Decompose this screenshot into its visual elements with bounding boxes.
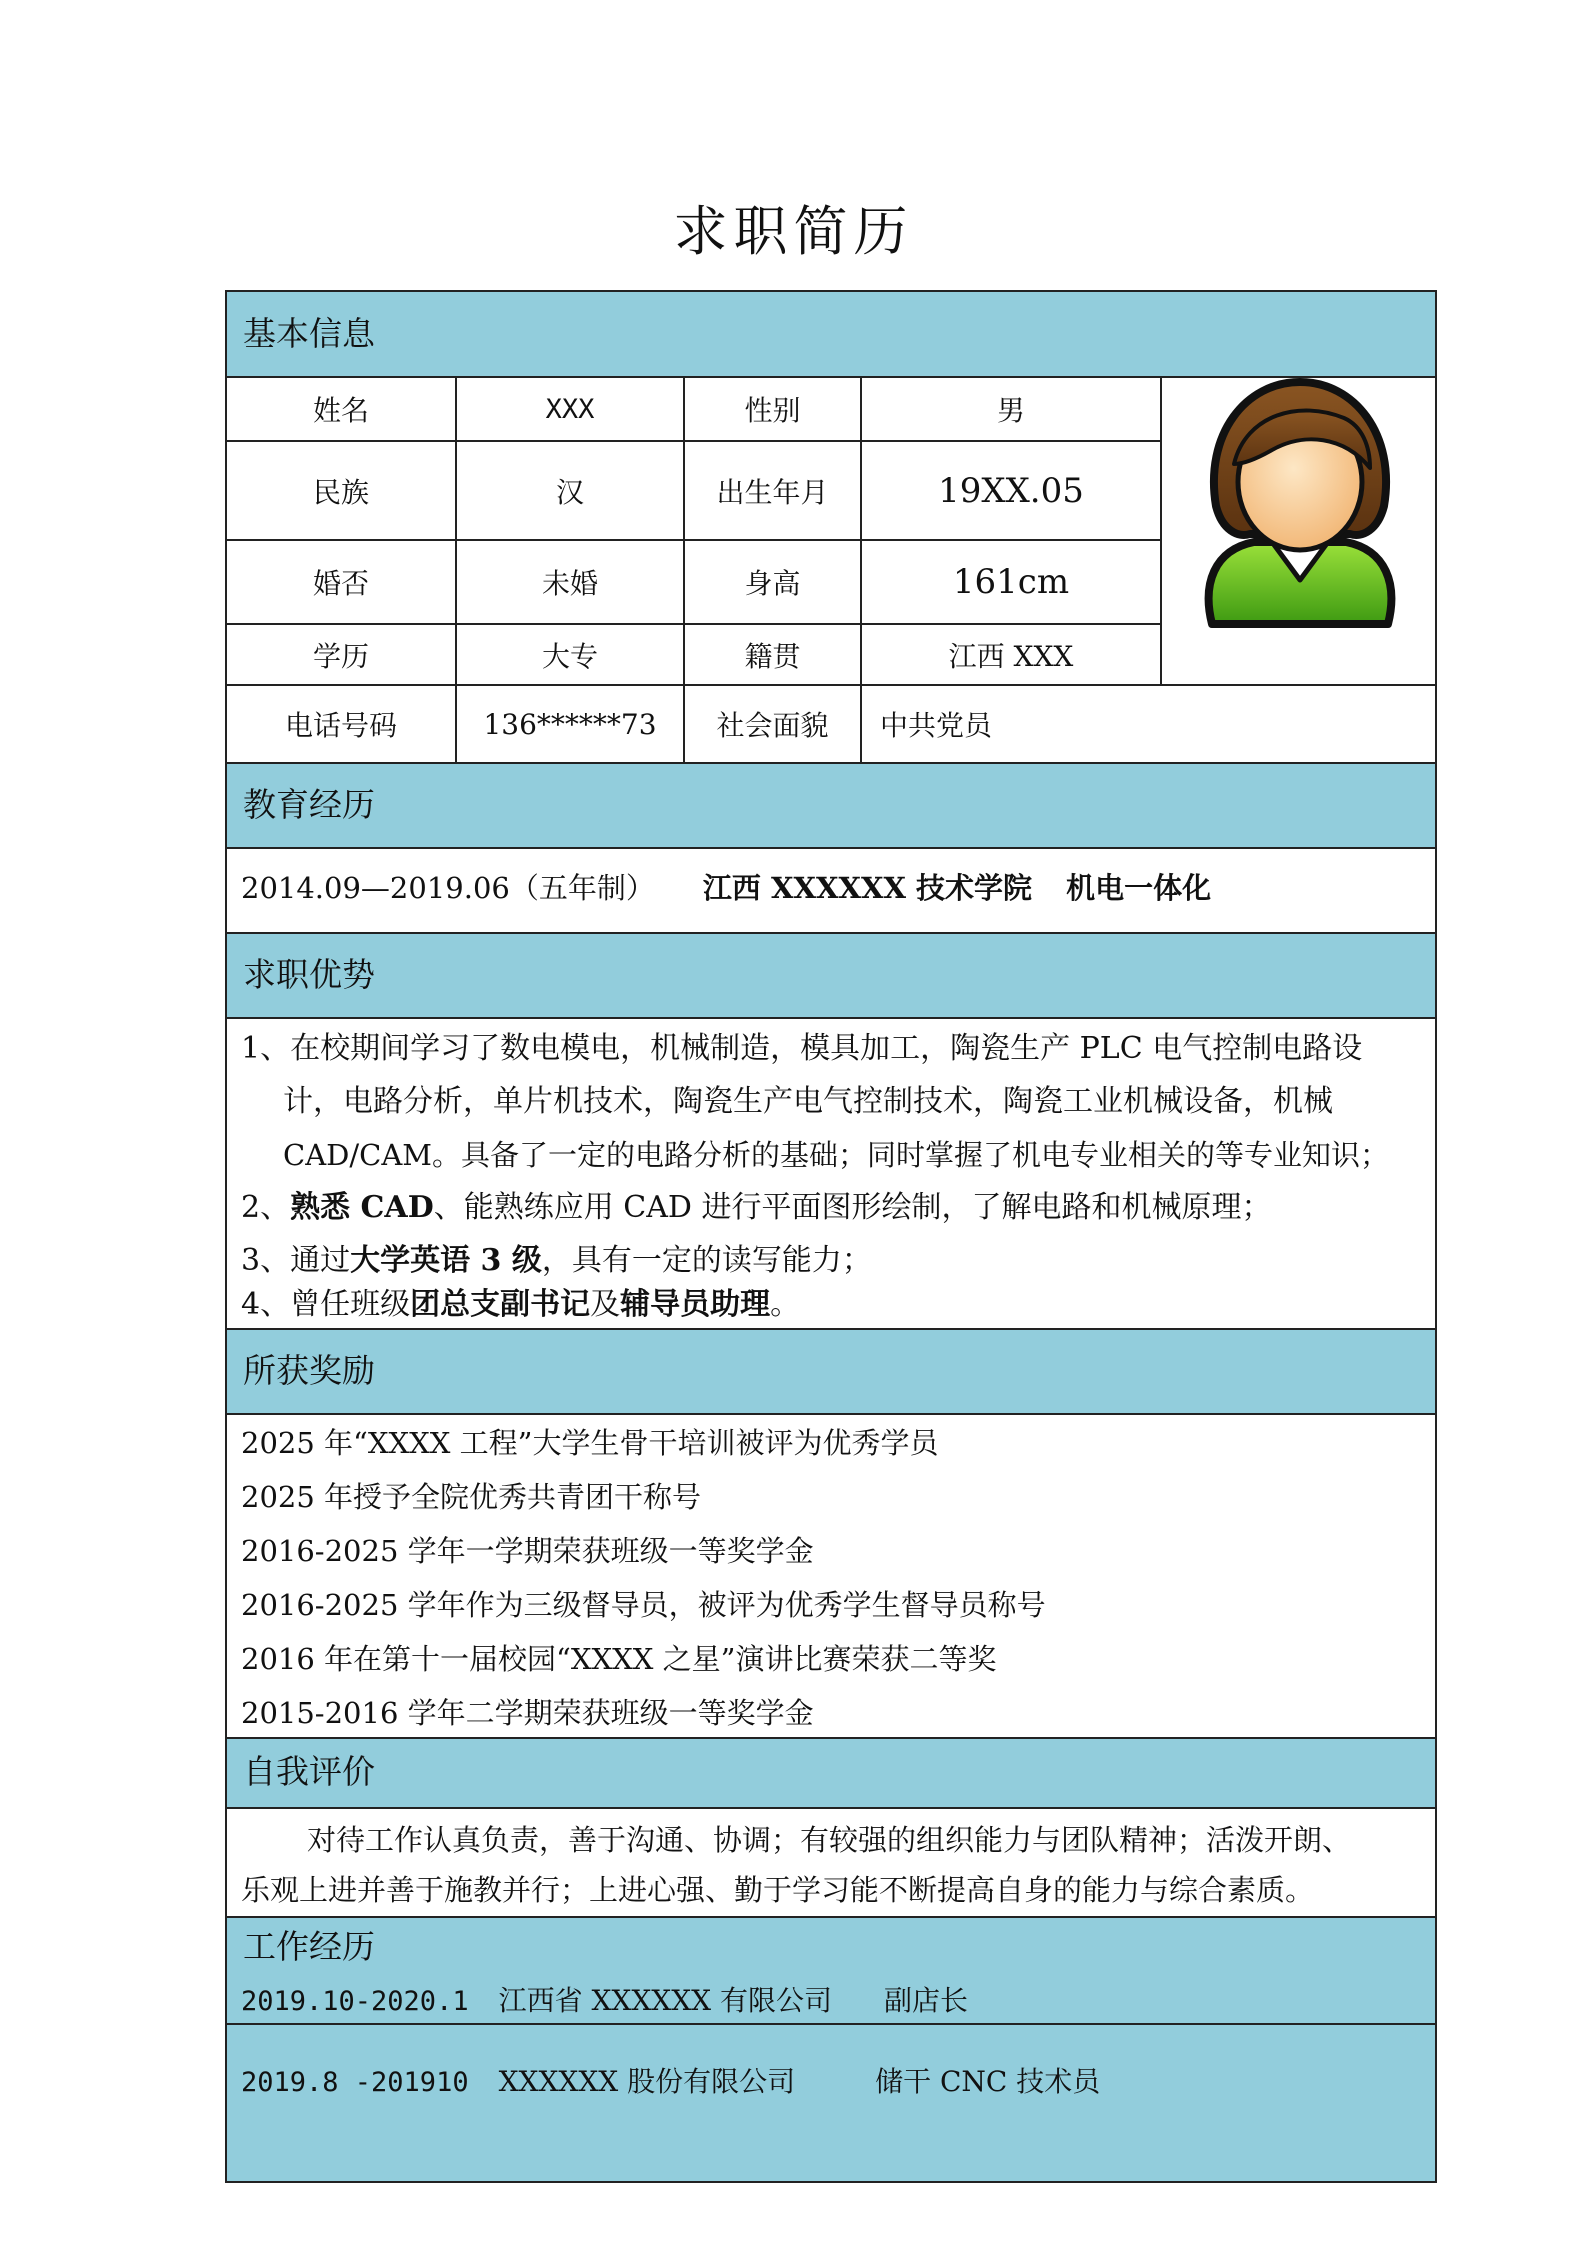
edu-level-value: 大专 xyxy=(541,639,598,673)
work-entry xyxy=(241,1981,968,2021)
strength-item-3-bold: 大学英语 3 级 xyxy=(350,1243,542,1278)
avatar-icon xyxy=(1194,374,1406,630)
award-item: 2016-2025 学年作为三级督导员，被评为优秀学生督导员称号 xyxy=(241,1588,1046,1622)
section-awards-label: 所获奖励 xyxy=(243,1351,375,1390)
work-company: 江西省 XXXXXX 有限公司 xyxy=(498,1984,832,2017)
ethnicity-label: 民族 xyxy=(312,475,369,509)
height-label: 身高 xyxy=(744,567,801,600)
work-position: 储干 CNC 技术员 xyxy=(875,2065,1101,2098)
strength-item-4-bold-1: 团总支副书记 xyxy=(410,1287,591,1322)
education-entry xyxy=(241,868,1211,908)
work-entry xyxy=(241,2062,1100,2102)
award-item: 2015-2016 学年二学期荣获班级一等奖学金 xyxy=(241,1696,814,1730)
strength-item-3: 3、通过大学英语 3 级，具有一定的读写能力； xyxy=(241,1243,872,1278)
education-major: 机电一体化 xyxy=(1066,871,1212,905)
self-eval-line-2: 乐观上进并善于施教并行；上进心强、勤于学习能不断提高自身的能力与综合素质。 xyxy=(241,1873,1315,1907)
birth-value: 19XX.05 xyxy=(938,470,1084,511)
name-label: 姓名 xyxy=(312,394,369,427)
birth-label: 出生年月 xyxy=(716,475,829,509)
strength-item-2-bold: 熟悉 CAD xyxy=(290,1190,434,1225)
phone-value: 136******73 xyxy=(483,707,657,741)
page-title: 求职简历 xyxy=(673,200,914,263)
work-period: 2019.8 -201910 xyxy=(241,2067,469,2098)
origin-value: 江西 XXX xyxy=(948,639,1074,673)
political-label: 社会面貌 xyxy=(716,709,829,742)
origin-label: 籍贯 xyxy=(744,639,801,673)
strength-item-1-line-3: CAD/CAM。具备了一定的电路分析的基础；同时掌握了机电专业相关的等专业知识； xyxy=(283,1138,1389,1172)
work-company: XXXXXX 股份有限公司 xyxy=(498,2065,796,2098)
name-value: XXX xyxy=(545,393,595,425)
gender-label: 性别 xyxy=(744,394,801,427)
section-basic-info-label: 基本信息 xyxy=(243,314,375,353)
section-strengths-label: 求职优势 xyxy=(243,955,375,994)
height-value: 161cm xyxy=(952,562,1070,602)
strength-item-4: 4、曾任班级团总支副书记及辅导员助理。 xyxy=(241,1287,801,1322)
section-work-label: 工作经历 xyxy=(243,1927,375,1966)
edu-level-label: 学历 xyxy=(312,639,369,673)
strength-item-1-line-1: 1、在校期间学习了数电模电，机械制造，模具加工，陶瓷生产 PLC 电气控制电路设 xyxy=(241,1031,1363,1066)
strength-item-1-line-2: 计，电路分析，单片机技术，陶瓷生产电气控制技术，陶瓷工业机械设备，机械 xyxy=(283,1084,1333,1119)
strength-item-4-bold-2: 辅导员助理 xyxy=(620,1287,771,1322)
section-education-label: 教育经历 xyxy=(243,785,375,824)
award-item: 2016 年在第十一届校园“XXXX 之星”演讲比赛荣获二等奖 xyxy=(241,1642,997,1676)
political-value: 中共党员 xyxy=(880,709,993,742)
award-item: 2025 年授予全院优秀共青团干称号 xyxy=(241,1480,702,1514)
section-self-eval-label: 自我评价 xyxy=(243,1752,375,1791)
self-eval-line-1: 对待工作认真负责，善于沟通、协调；有较强的组织能力与团队精神；活泼开朗、 xyxy=(307,1823,1352,1857)
award-item: 2016-2025 学年一学期荣获班级一等奖学金 xyxy=(241,1534,814,1568)
strength-item-2: 2、熟悉 CAD、能熟练应用 CAD 进行平面图形绘制，了解电路和机械原理； xyxy=(241,1190,1272,1225)
work-period: 2019.10-2020.1 xyxy=(241,1986,469,2017)
gender-value: 男 xyxy=(996,394,1025,427)
education-school: 江西 XXXXXX 技术学院 xyxy=(702,871,1033,905)
marital-value: 未婚 xyxy=(541,567,598,600)
phone-label: 电话号码 xyxy=(284,709,397,742)
ethnicity-value: 汉 xyxy=(555,475,584,509)
work-position: 副店长 xyxy=(883,1984,968,2017)
marital-label: 婚否 xyxy=(312,567,369,600)
education-period: 2014.09—2019.06（五年制） xyxy=(241,871,655,905)
award-item: 2025 年“XXXX 工程”大学生骨干培训被评为优秀学员 xyxy=(241,1426,939,1460)
